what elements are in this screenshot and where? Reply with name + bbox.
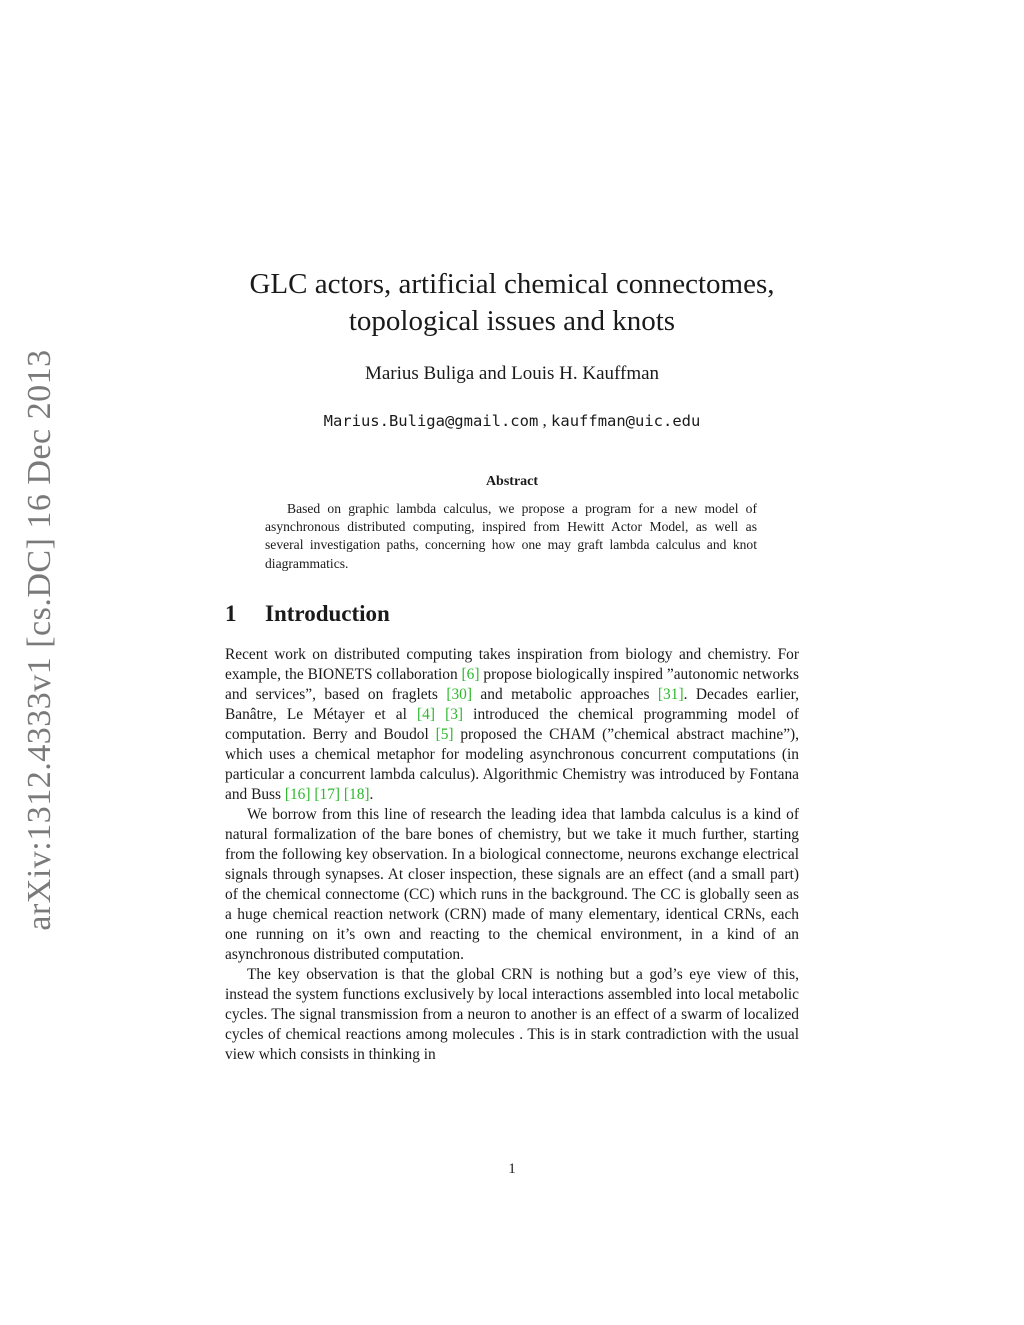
paragraph-3: The key observation is that the global CRN is nothing but a god’s eye view of this, instead the system functions exclusively by local interactions assembled into local metabolic cycles. The signal transmission from a neuron to another is an effect of a swarm of localized cycles of chemical reactions among molecules . This is in stark contradiction with the usual view which consists in thinking in [225, 966, 799, 1063]
paragraph-1-text: proposed the CHAM (”chemical abstract machine”), which uses a chemical metaphor for modeling asynchronous concurrent computations (in particular a concurrent lambda calculus). Algorithmic Chemistry was introduced by Fontana and Buss [225, 726, 800, 803]
section-number: 1 [225, 601, 237, 626]
title-line-2: topological issues and knots [348, 305, 676, 337]
arxiv-identifier-stamp: arXiv:1312.4333v1 [cs.DC] 16 Dec 2013 [21, 349, 58, 931]
paragraph-1-text: introduced the chemical programming model of computation. Berry and Boudol [225, 706, 799, 743]
citation-link[interactable]: [30] [446, 686, 472, 703]
authors: Marius Buliga and Louis H. Kauffman [364, 363, 660, 384]
email-separator: , [538, 411, 552, 430]
citation-link[interactable]: [5] [435, 726, 454, 743]
citation-link[interactable]: [18] [343, 786, 370, 803]
paragraph-1-text: . Decades earlier, Banâtre, Le Métayer et al [225, 686, 799, 723]
paragraph-1-text: and metabolic approaches [471, 686, 658, 703]
section-heading-introduction [225, 601, 390, 627]
paragraph-1-text: . [369, 786, 374, 803]
citation-link[interactable]: [16] [284, 786, 311, 803]
email-kauffman[interactable]: kauffman@uic.edu [551, 412, 701, 430]
abstract-heading: Abstract [485, 474, 539, 489]
author-emails [0, 411, 1024, 431]
abstract-text: Based on graphic lambda calculus, we propose a program for a new model of asynchronous distributed computing, inspired from Hewitt Actor Model, as well as several investigation paths, concerning how one may graft lambda calculus and knot diagrammatics. [265, 501, 757, 571]
paragraph-1-text: propose biologically inspired ”autonomic networks and services”, based on fraglets [225, 666, 799, 703]
paragraph-1 [225, 645, 799, 805]
citation-link[interactable]: [6] [461, 666, 480, 683]
citation-link[interactable]: [31] [657, 686, 684, 703]
citation-link[interactable]: [17] [314, 786, 341, 803]
title-line-1: GLC actors, artificial chemical connectomes, [249, 268, 775, 300]
paragraph-1-text: Recent work on distributed computing takes inspiration from biology and chemistry. For example, the BIONETS collaboration [225, 646, 799, 683]
email-buliga[interactable]: Marius.Buliga@gmail.com [323, 412, 539, 430]
paragraph-2: We borrow from this line of research the leading idea that lambda calculus is a kind of natural formalization of the bare bones of chemistry, but we take it much further, starting from the following key observation. In a biological connectome, neurons exchange electrical signals through synapses. At closer inspection, these signals are an effect (and a small part) of the chemical connectome (CC) which runs in the background. The CC is globally seen as a huge chemical reaction network (CRN) made of many elementary, identical CRNs, each one running on it’s own and reacting to the chemical environment, in a kind of an asynchronous distributed computation. [225, 806, 799, 963]
section-title: Introduction [265, 601, 390, 626]
introduction-body [225, 645, 799, 1065]
citation-link[interactable]: [3] [445, 706, 464, 723]
citation-link[interactable]: [4] [417, 706, 435, 723]
paper-title [0, 266, 1024, 340]
page-number: 1 [508, 1161, 516, 1177]
paragraph-1-text [435, 706, 445, 723]
